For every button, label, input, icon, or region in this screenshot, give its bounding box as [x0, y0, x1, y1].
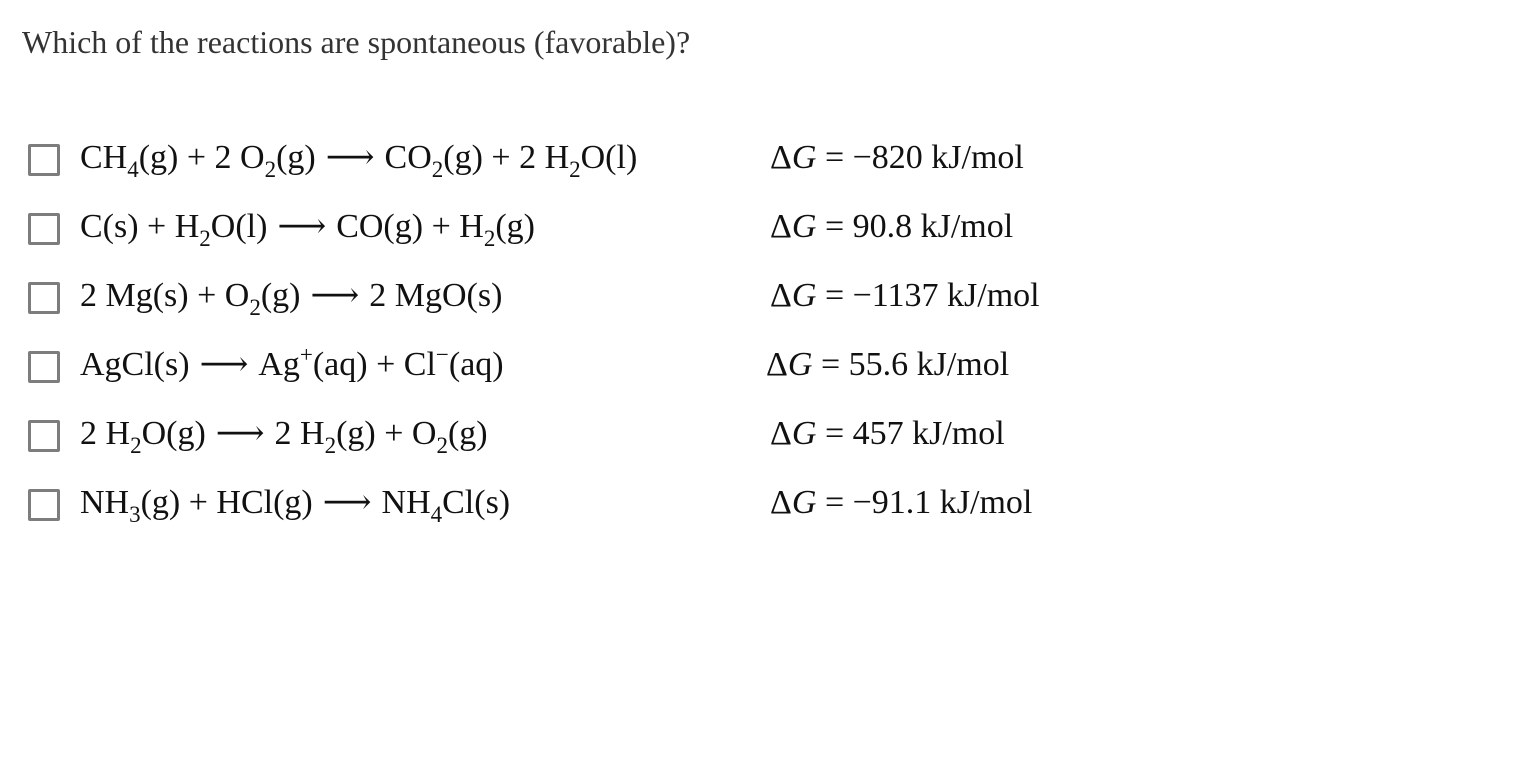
equation-subscript: 2 [249, 295, 261, 320]
reaction-arrow-icon: ⟶ [277, 208, 327, 245]
reaction-equation [80, 274, 502, 318]
option-checkbox[interactable] [28, 213, 60, 245]
equation-term: 2 H [274, 415, 325, 452]
equation-term: NH [80, 484, 130, 521]
delta-value-text: = 457 kJ/mol [816, 415, 1005, 452]
equation-subscript: 4 [127, 157, 139, 182]
reaction-arrow-icon: ⟶ [215, 415, 265, 452]
reaction-equation [80, 136, 637, 180]
delta-variable: G [791, 415, 817, 452]
equation-term: 2 Mg(s) + O [80, 277, 250, 314]
delta-g-value [770, 481, 1032, 525]
delta-variable: G [791, 277, 817, 314]
delta-symbol: Δ [770, 208, 792, 245]
delta-variable: G [791, 208, 817, 245]
equation-term: 2 MgO(s) [369, 277, 503, 314]
reaction-arrow-icon: ⟶ [325, 139, 375, 176]
equation-term: (g) + O [336, 415, 437, 452]
reaction-equation [80, 412, 488, 456]
option-checkbox[interactable] [28, 420, 60, 452]
equation-superscript: − [435, 342, 449, 367]
delta-value-text: = 90.8 kJ/mol [816, 208, 1014, 245]
equation-term: (aq) + Cl [312, 346, 436, 383]
equation-subscript: 2 [324, 433, 337, 458]
equation-subscript: 2 [431, 157, 444, 182]
equation-subscript: 2 [199, 226, 211, 251]
option-row [0, 406, 1200, 466]
reaction-equation [80, 343, 504, 387]
delta-g-value [770, 274, 1040, 318]
equation-term: (g) [495, 208, 535, 245]
equation-subscript: 2 [436, 433, 448, 458]
equation-term: (aq) [448, 346, 504, 383]
equation-term: (g) [260, 277, 301, 314]
equation-subscript: 4 [430, 502, 443, 527]
equation-term: AgCl(s) [80, 346, 190, 383]
equation-term: O(l) [210, 208, 268, 245]
reaction-equation [80, 205, 535, 249]
equation-term: O(l) [580, 139, 638, 176]
delta-variable: G [787, 346, 813, 383]
question-text: Which of the reactions are spontaneous (favorable)? [22, 24, 691, 60]
delta-value-text: = 55.6 kJ/mol [812, 346, 1010, 383]
equation-term: (g) + 2 O [138, 139, 265, 176]
option-row [0, 130, 1200, 190]
delta-g-value [770, 205, 1013, 249]
delta-symbol: Δ [770, 484, 792, 521]
delta-symbol: Δ [770, 415, 792, 452]
equation-term: (g) [447, 415, 488, 452]
delta-value-text: = −91.1 kJ/mol [816, 484, 1033, 521]
option-row [0, 199, 1200, 259]
option-row [0, 475, 1200, 535]
delta-g-value [770, 412, 1005, 456]
equation-subscript: 2 [130, 433, 142, 458]
reaction-arrow-icon: ⟶ [199, 346, 249, 383]
equation-subscript: 2 [569, 157, 581, 182]
equation-term: NH [381, 484, 431, 521]
option-row [0, 337, 1200, 397]
option-checkbox[interactable] [28, 489, 60, 521]
option-checkbox[interactable] [28, 351, 60, 383]
option-checkbox[interactable] [28, 144, 60, 176]
reaction-equation [80, 481, 510, 525]
option-row [0, 268, 1200, 328]
equation-term: Cl(s) [442, 484, 511, 521]
equation-term: O(g) [141, 415, 206, 452]
equation-term: (g) [276, 139, 316, 176]
equation-superscript: + [299, 342, 313, 367]
equation-term: (g) + HCl(g) [140, 484, 313, 521]
equation-term: 2 H [80, 415, 131, 452]
delta-value-text: = −820 kJ/mol [816, 139, 1024, 176]
delta-symbol: Δ [766, 346, 788, 383]
delta-variable: G [791, 139, 817, 176]
equation-term: CO(g) + H [336, 208, 484, 245]
reaction-arrow-icon: ⟶ [310, 277, 360, 314]
delta-g-value [770, 136, 1024, 180]
equation-term: CO [384, 139, 432, 176]
delta-g-value [766, 343, 1009, 387]
equation-subscript: 2 [264, 157, 277, 182]
reaction-arrow-icon: ⟶ [322, 484, 372, 521]
delta-value-text: = −1137 kJ/mol [816, 277, 1040, 314]
delta-symbol: Δ [770, 277, 792, 314]
option-checkbox[interactable] [28, 282, 60, 314]
delta-variable: G [791, 484, 817, 521]
equation-term: CH [80, 139, 128, 176]
equation-subscript: 3 [129, 502, 141, 527]
equation-term: (g) + 2 H [443, 139, 570, 176]
equation-term: C(s) + H [80, 208, 200, 245]
equation-term: Ag [258, 346, 300, 383]
delta-symbol: Δ [770, 139, 792, 176]
equation-subscript: 2 [483, 226, 496, 251]
